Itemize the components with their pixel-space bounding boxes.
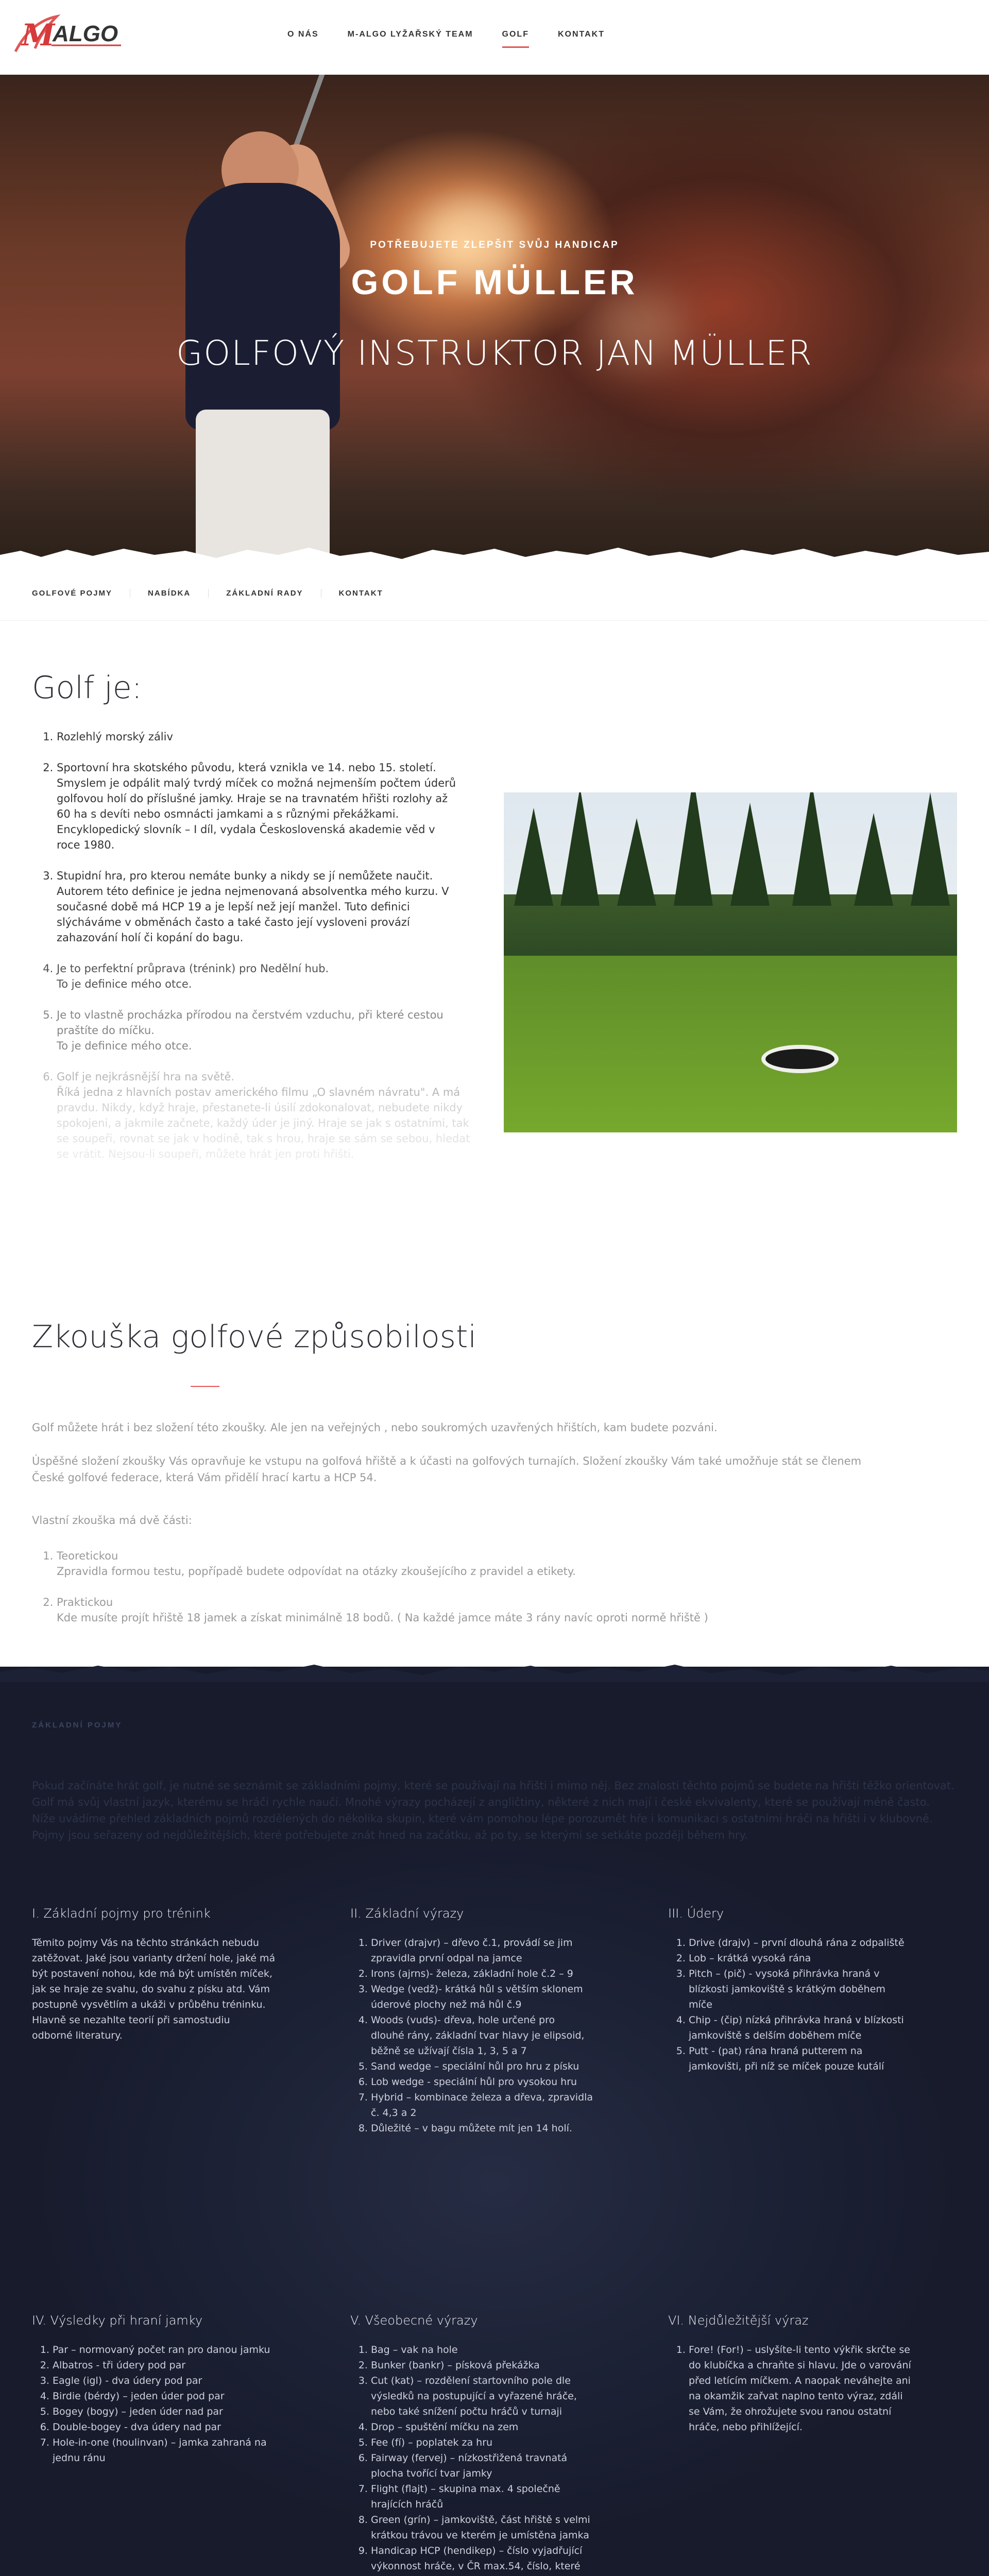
list-item: 6. Fairway (fervej) – nízkostřižená travnatá plocha tvořící tvar jamky [371,2450,628,2481]
column-heading: II. Základní výrazy [350,1906,464,1921]
list-item: 2. Lob – krátká vysoká rána [689,1951,946,1966]
list-item: 3. Wedge (vedž)- krátká hůl s větším sklonem úderové plochy než má hůl č.9 [371,1981,628,2012]
main-menu [273,30,619,39]
list-item: 2. Albatros - tři údery pod par [53,2358,310,2373]
list-item: 1. Rozlehlý morský záliv [57,729,500,744]
top-nav [0,0,989,75]
list-item: 1. Drive (drajv) – první dlouhá rána z odpaliště [689,1935,946,1951]
svg-text:ALGO: ALGO [53,21,118,46]
nav-item-o-nas[interactable]: O NÁS [287,30,319,39]
list-item: 8. Důležité – v bagu můžete mít jen 14 holí. [371,2121,628,2136]
list-item: 4. Chip - (čip) nízká přihrávka hraná v blízkosti jamkoviště s delším doběhem míče [689,2012,946,2043]
column-list [668,2342,946,2435]
list-item: 4. Drop – spuštění míčku na zem [371,2419,628,2435]
pojmy-column-5 [350,2313,628,2576]
pojmy-column-3 [668,1906,946,2074]
tree-shape [674,792,713,906]
list-item: 9. Handicap HCP (hendikep) – číslo vyjadřující výkonnost hráče, v ČR max.54, číslo, které [371,2543,628,2576]
list-item: 3. Cut (kat) – rozdělení startovního pole dle výsledků na postupující a vyřazené hráče, nebo také snížení počtu hráčů v turnaji [371,2373,628,2419]
list-item: 1. Teoretickou Zpravidla formou testu, popřípadě budete odpovídat na otázky zkoušejícího z pravidel a etikety. [57,1548,708,1579]
list-item: 3. Eagle (igl) - dva údery pod par [53,2373,310,2388]
zakladni-pojmy-section [0,1667,989,2576]
list-item: 3. Pitch – (pič) - vysoká přihrávka hraná v blízkosti jamkoviště s krátkým doběhem míče [689,1966,946,2012]
column-list [668,1935,946,2074]
section-nav-golfove-pojmy[interactable]: GOLFOVÉ POJMY [32,589,130,598]
pojmy-intro: Pokud začínáte hrát golf, je nutné se seznámit se základními pojmy, které se používají na hřišti i mimo něj. Bez znalosti těchto pojmů se budete na hřišti těžko orientovat. Golf má svůj vlastní jazyk, kterému se hráči rychle naučí. Mnohé výrazy pocházejí z angličtiny, některé z nich mají i české ekvivalenty, které se používají méně často. Níže uvádíme přehled základních pojmů rozdělených do několika skupin, které vám pomohou lépe porozumět hře i komunikaci s ostatními hráči na hřišti i v klubovně. Pojmy jsou seřazeny od nejdůležitějších, které potřebujete znát hned na začátku, až po ty, se kterými se setkáte později během hry. [32,1780,954,1841]
title-underline [191,1386,219,1387]
golf-je-title: Golf je: [32,670,142,706]
list-item: 8. Green (grín) – jamkoviště, část hřiště s velmi krátkou trávou ve kterém je umístěna jamka [371,2512,628,2543]
column-heading: III. Údery [668,1906,724,1921]
column-list [32,2342,310,2466]
list-item: 7. Flight (flajt) – skupina max. 4 společně hrajících hráčů [371,2481,628,2512]
list-item: 4. Woods (vuds)- dřeva, hole určené pro dlouhé rány, základní tvar hlavy je elipsoid, běžně se užívají čísla 1, 3, 5 a 7 [371,2012,628,2059]
list-item: 5. Je to vlastně procházka přírodou na čerstvém vzduchu, při které cestou praštíte do míčku. To je definice mého otce. [57,1007,500,1054]
section-nav [0,569,989,621]
list-item: 5. Putt - (pat) rána hraná putterem na jamkovišti, při níž se míček pouze kutálí [689,2043,946,2074]
hero-title: GOLF MÜLLER [351,263,638,302]
list-item: 2. Irons (ajrns)- železa, základní hole č.2 – 9 [371,1966,628,1981]
tree-shape [792,792,831,906]
tree-shape [514,808,553,906]
zkouska-paragraph: Vlastní zkouška má dvě části: [32,1514,192,1527]
column-text: Těmito pojmy Vás na těchto stránkách nebudu zatěžovat. Jaké jsou varianty držení hole, jaké má být postavení nohou, kde má být umístěn míček, jak se hraje ze svahu, do svahu z písku atd. Vám postupně vysvětlím a ukáži v průběhu tréninku. Hlavně se nezahlte teorií při samostudiu odborné literatury. [32,1937,276,2041]
list-item: 5. Fee (fí) – poplatek za hru [371,2435,628,2450]
tree-shape [730,803,770,906]
list-item: 7. Hole-in-one (houlinvan) – jamka zahraná na jednu ránu [53,2435,310,2466]
list-item: 7. Hybrid – kombinace železa a dřeva, zpravidla č. 4,3 a 2 [371,2090,628,2121]
tree-shape [911,792,950,906]
column-list [350,2342,628,2576]
tree-shape [854,813,893,906]
list-item: 1. Fore! (For!) – uslyšíte-li tento výkřik skrčte se do klubíčka a chraňte si hlavu. Jde o varování před letícím míčkem. A naopak neváhejte ani na okamžik zařvat naplno tento výraz, zdáli se Vám, že ohrožujete svou ranou ostatní hráče, nebo přihlížející. [689,2342,946,2435]
pojmy-column-1 [32,1906,310,2043]
column-heading: V. Všeobecné výrazy [350,2313,478,2328]
hero-text [0,240,989,373]
list-item: 1. Par – normovaný počet ran pro danou jamku [53,2342,310,2358]
tree-shape [617,818,656,906]
list-item: 1. Bag – vak na hole [371,2342,628,2358]
column-heading: IV. Výsledky při hraní jamky [32,2313,203,2328]
column-heading: I. Základní pojmy pro trénink [32,1906,211,1921]
zkouska-title: Zkouška golfové způsobilosti [32,1319,477,1355]
list-item: 2. Sportovní hra skotského původu, která vznikla ve 14. nebo 15. století. Smyslem je odpálit malý tvrdý míček co možná nejmenším počtem úderů golfovou holí do příslušné jamky. Hraje se na travnatém hřišti rozlohy až 60 ha s devíti nebo osmnácti jamkami a s různými překážkami. Encyklopedický slovník – I díl, vydala Československá akademie věd v roce 1980. [57,760,500,853]
hero-subtitle: GOLFOVÝ INSTRUKTOR JAN MÜLLER [176,333,813,373]
pojmy-column-4 [32,2313,310,2466]
list-item: 6. Lob wedge - speciální hůl pro vysokou hru [371,2074,628,2090]
list-item: 4. Birdie (bérdy) – jeden úder pod par [53,2388,310,2404]
section-label: ZÁKLADNÍ POJMY [32,1721,123,1730]
brand-logo[interactable] [10,11,134,58]
nav-item-golf[interactable]: GOLF [488,30,543,39]
section-nav-kontakt[interactable]: KONTAKT [338,589,383,598]
tree-shape [560,792,600,906]
column-list [350,1935,628,2136]
zkouska-paragraph: Úspěšné složení zkoušky Vás opravňuje ke vstupu na golfová hřiště a k účasti na golfových turnajích. Složení zkoušky Vám také umožňuje stát se členem České golfové federace, která Vám přidělí hrací kartu a HCP 54. [32,1455,862,1484]
hero-banner [0,75,989,569]
pojmy-column-6 [668,2313,946,2435]
golf-hole-cup [761,1045,839,1073]
column-heading: VI. Nejdůležitější výraz [668,2313,809,2328]
list-item: 1. Driver (drajvr) – dřevo č.1, provádí se jim zpravidla první odpal na jamce [371,1935,628,1966]
golf-hole-photo [504,792,957,1132]
svg-text:M: M [22,18,55,53]
list-item: 5. Sand wedge – speciální hůl pro hru z písku [371,2059,628,2074]
list-item: 2. Bunker (bankr) – písková překážka [371,2358,628,2373]
section-nav-nabidka[interactable]: NABÍDKA [130,589,209,598]
zkouska-paragraph: Golf můžete hrát i bez složení této zkoušky. Ale jen na veřejných , nebo soukromých uzavřených hřištích, kam budete pozváni. [32,1421,718,1434]
list-item: 6. Golf je nejkrásnější hra na světě. Říká jedna z hlavních postav amerického filmu „O slavném návratu". A má pravdu. Nikdy, když hraje, přestanete-li úsilí zdokonalovat, nebudete nikdy spokojeni, a jakmile začnete, každý úder je jiný. Hraje se jak s ostatními, tak se soupeři, rovnat se jak v hodině, tak s hrou, hraje se sám se sebou, hledat se vrátit. Nejsou-li soupeři, můžete hrát jen proti hřišti. [57,1069,500,1162]
hero-kicker: POTŘEBUJETE ZLEPŠIT SVŮJ HANDICAP [370,240,619,250]
zkouska-parts-list [46,1548,708,1641]
torn-edge-divider [0,1656,989,1682]
list-item: 2. Praktickou Kde musíte projít hřiště 18 jamek a získat minimálně 18 bodů. ( Na každé jamce máte 3 rány navíc oproti normě hřiště ) [57,1595,708,1625]
pojmy-column-2 [350,1906,628,2136]
list-item: 5. Bogey (bogy) – jeden úder nad par [53,2404,310,2419]
section-nav-zakladni-rady[interactable]: ZÁKLADNÍ RADY [209,589,321,598]
list-item: 4. Je to perfektní průprava (trénink) pro Nedělní hub. To je definice mého otce. [57,961,500,992]
list-item: 3. Stupidní hra, pro kterou nemáte bunky a nikdy se jí nemůžete naučit. Autorem této definice je jedna nejmenovaná absolventka mého kurzu. V současné době má HCP 19 a je lepší než její manžel. Tuto definici slýcháváme v obměnách často a také často její vysloveni provází zahazování holí či kopání do bagu. [57,868,500,945]
torn-edge-divider [0,539,989,569]
nav-item-lyzarsky-team[interactable]: M-ALGO LYŽAŘSKÝ TEAM [347,30,473,39]
golf-je-list [46,729,500,1177]
list-item: 6. Double-bogey - dva údery nad par [53,2419,310,2435]
nav-item-kontakt[interactable]: KONTAKT [557,30,605,39]
